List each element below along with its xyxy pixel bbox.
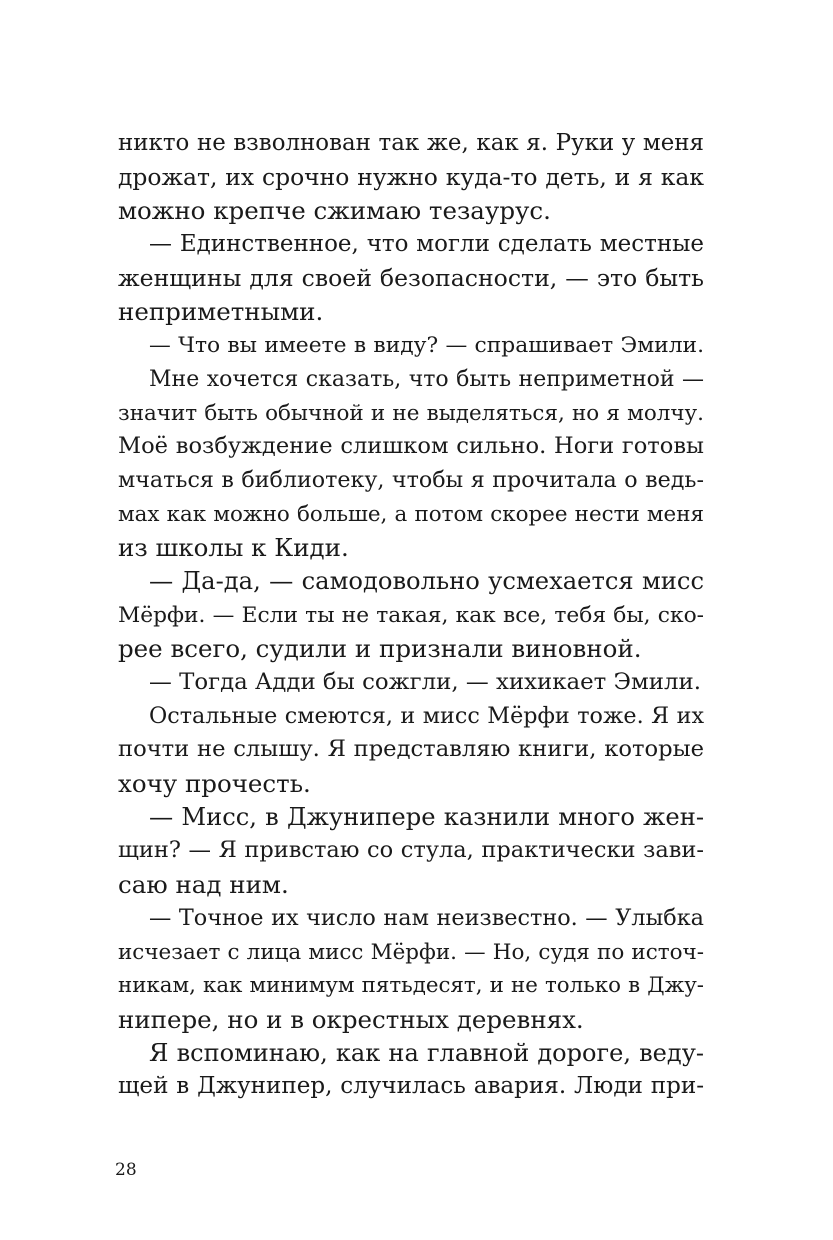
- page-number: 28: [115, 1160, 137, 1180]
- text-line: исчезает с лица мисс Мёрфи. — Но, судя по источ-: [118, 939, 704, 965]
- text-line: рее всего, судили и признали виновной.: [118, 634, 642, 664]
- text-line: — Единственное, что могли сделать местные: [149, 231, 704, 258]
- text-line: саю над ним.: [118, 870, 289, 900]
- text-line: из школы к Киди.: [118, 533, 349, 563]
- text-line: нипере, но и в окрестных деревнях.: [118, 1004, 584, 1034]
- text-line: Я вспоминаю, как на главной дороге, веду-: [149, 1038, 704, 1067]
- text-line: никто не взволнован так же, как я. Руки у меня: [118, 130, 704, 156]
- text-line: значит быть обычной и не выделяться, но я молчу.: [118, 400, 704, 426]
- text-line: — Да-да, — самодовольно усмехается мисс: [149, 566, 704, 595]
- text-line: щин? — Я привстаю со стула, практически зави-: [118, 837, 704, 864]
- text-line: мчаться в библиотеку, чтобы я прочитала о ведь-: [118, 466, 704, 493]
- text-line: неприметными.: [118, 297, 324, 327]
- text-line: хочу прочесть.: [118, 769, 311, 799]
- text-line: можно крепче сжимаю тезаурус.: [118, 196, 551, 226]
- text-line: — Что вы имеете в виду? — спрашивает Эмили.: [149, 333, 704, 359]
- text-line: Моё возбуждение слишком сильно. Ноги готовы: [118, 433, 704, 460]
- text-line: дрожат, их срочно нужно куда-то деть, и я как: [118, 162, 704, 191]
- text-line: — Тогда Адди бы сожгли, — хихикает Эмили.: [149, 669, 702, 695]
- text-line: — Мисс, в Джунипере казнили много жен-: [149, 802, 704, 831]
- text-line: никам, как минимум пятьдесят, и не только в Джу-: [118, 973, 704, 999]
- text-line: Остальные смеются, и мисс Мёрфи тоже. Я их: [149, 702, 704, 729]
- text-line: почти не слышу. Я представляю книги, которые: [118, 736, 704, 763]
- text-line: Мне хочется сказать, что быть неприметной —: [149, 366, 704, 392]
- text-line: щей в Джунипер, случилась авария. Люди при-: [118, 1073, 704, 1100]
- text-line: женщины для своей безопасности, — это быть: [118, 263, 704, 292]
- page-body-text: [118, 127, 704, 1104]
- text-line: мах как можно больше, а потом скорее нести меня: [118, 501, 704, 527]
- text-line: — Точное их число нам неизвестно. — Улыбка: [149, 904, 704, 931]
- text-line: Мёрфи. — Если ты не такая, как все, тебя бы, ско-: [118, 602, 704, 628]
